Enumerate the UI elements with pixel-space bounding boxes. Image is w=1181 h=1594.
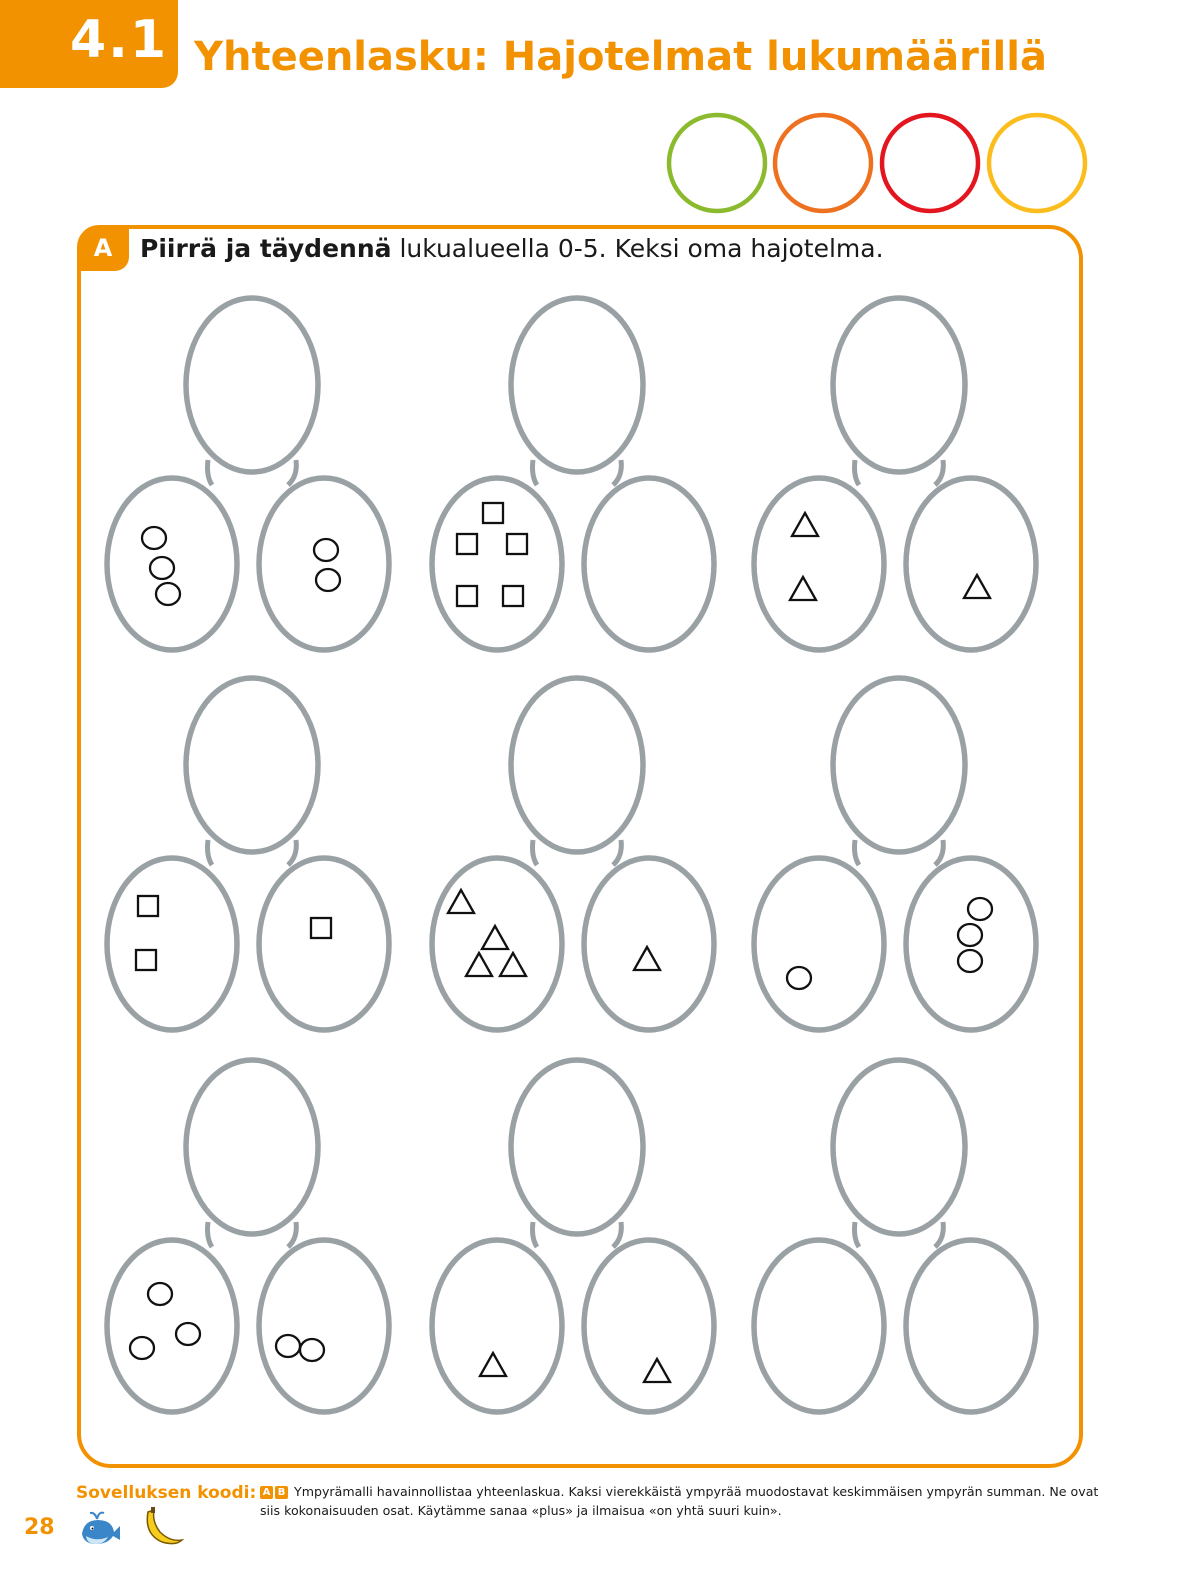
bond-connector bbox=[533, 840, 538, 865]
bond-connector bbox=[288, 1222, 296, 1247]
chapter-number: 4.1 bbox=[70, 10, 169, 70]
app-code-icons bbox=[78, 1504, 188, 1552]
bond-connector bbox=[288, 460, 296, 485]
bond-connector bbox=[208, 460, 213, 485]
right-part-oval[interactable] bbox=[906, 858, 1036, 1030]
left-part-oval[interactable] bbox=[432, 1240, 562, 1412]
bond-connector bbox=[208, 840, 213, 865]
right-part-oval[interactable] bbox=[584, 478, 714, 650]
number-bond bbox=[107, 1060, 389, 1412]
number-bond bbox=[754, 678, 1036, 1030]
number-bond bbox=[754, 298, 1036, 650]
instruction-text: lukualueella 0-5. Keksi oma hajotelma. bbox=[391, 234, 884, 263]
number-bond bbox=[107, 678, 389, 1030]
right-part-oval[interactable] bbox=[259, 858, 389, 1030]
left-part-oval[interactable] bbox=[107, 858, 237, 1030]
left-part-oval[interactable] bbox=[754, 858, 884, 1030]
number-bond bbox=[107, 298, 389, 650]
bond-connector bbox=[935, 460, 943, 485]
left-part-oval[interactable] bbox=[754, 1240, 884, 1412]
bond-connector bbox=[533, 1222, 538, 1247]
note-badge-b: B bbox=[275, 1486, 288, 1499]
bond-connector bbox=[855, 840, 860, 865]
bond-connector bbox=[855, 460, 860, 485]
page-title: Yhteenlasku: Hajotelmat lukumäärillä bbox=[194, 34, 1047, 80]
whole-oval[interactable] bbox=[833, 1060, 965, 1234]
whole-oval[interactable] bbox=[186, 1060, 318, 1234]
whole-oval[interactable] bbox=[186, 678, 318, 852]
teacher-note bbox=[260, 1482, 1100, 1520]
whale-icon bbox=[82, 1513, 120, 1544]
teacher-note-text: Ympyrämalli havainnollistaa yhteenlaskua. Kaksi vierekkäistä ympyrää muodostavat keskimmäisen ympyrän summan. Ne ovat siis kokonaisuuden osat. Käytämme sanaa «plus» ja ilmaisua «on yhtä suuri kuin». bbox=[260, 1484, 1099, 1518]
bond-connector bbox=[935, 840, 943, 865]
bond-connector bbox=[208, 1222, 213, 1247]
left-part-oval[interactable] bbox=[754, 478, 884, 650]
bond-connector bbox=[613, 460, 621, 485]
bond-connector bbox=[288, 840, 296, 865]
right-part-oval[interactable] bbox=[906, 1240, 1036, 1412]
whole-oval[interactable] bbox=[833, 678, 965, 852]
number-bond bbox=[432, 678, 714, 1030]
exercise-label: A bbox=[77, 225, 129, 271]
left-part-oval[interactable] bbox=[107, 1240, 237, 1412]
whole-oval[interactable] bbox=[833, 298, 965, 472]
right-part-oval[interactable] bbox=[906, 478, 1036, 650]
bond-connector bbox=[935, 1222, 943, 1247]
banana-icon bbox=[147, 1507, 182, 1544]
bond-connector bbox=[613, 840, 621, 865]
right-part-oval[interactable] bbox=[584, 858, 714, 1030]
whole-oval[interactable] bbox=[511, 298, 643, 472]
page-number: 28 bbox=[24, 1515, 55, 1540]
whole-oval[interactable] bbox=[511, 1060, 643, 1234]
right-part-oval[interactable] bbox=[584, 1240, 714, 1412]
left-part-oval[interactable] bbox=[432, 858, 562, 1030]
instruction-bold: Piirrä ja täydennä bbox=[140, 234, 392, 263]
bond-connector bbox=[533, 460, 538, 485]
bond-connector bbox=[613, 1222, 621, 1247]
number-bond bbox=[432, 1060, 714, 1412]
bond-connector bbox=[855, 1222, 860, 1247]
note-badge-a: A bbox=[260, 1486, 273, 1499]
right-part-oval[interactable] bbox=[259, 1240, 389, 1412]
app-code-label: Sovelluksen koodi: bbox=[76, 1483, 257, 1503]
number-bond bbox=[432, 298, 714, 650]
number-bond bbox=[754, 1060, 1036, 1412]
whole-oval[interactable] bbox=[511, 678, 643, 852]
whole-oval[interactable] bbox=[186, 298, 318, 472]
right-part-oval[interactable] bbox=[259, 478, 389, 650]
